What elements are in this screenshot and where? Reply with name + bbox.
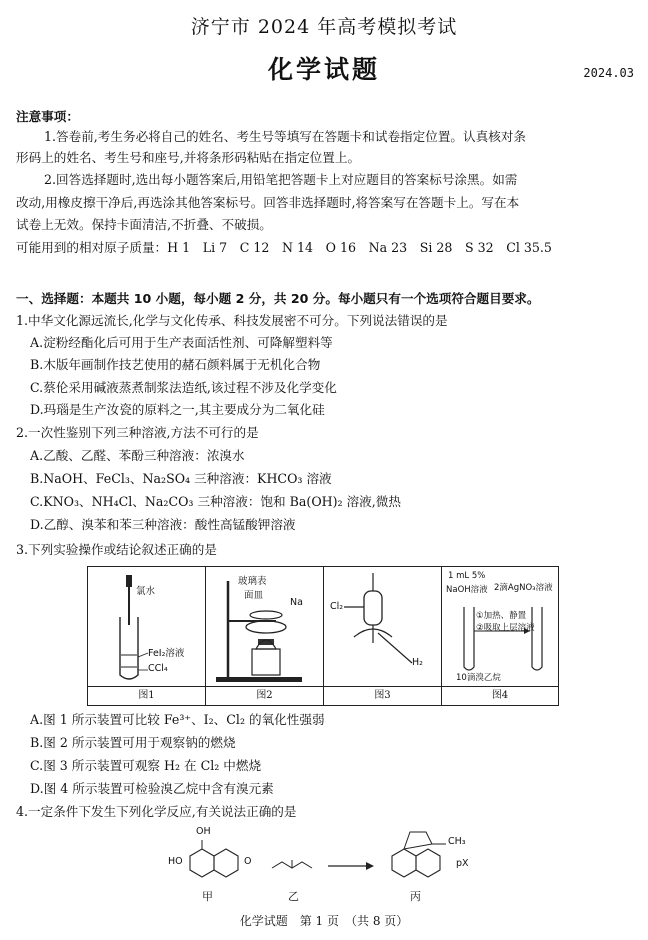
compound-label-jia: 甲 [202, 890, 213, 903]
figure-4-caption: 图4 [442, 686, 558, 705]
notice-line: 改动,用橡皮擦干净后,再选涂其他答案标号。回答非选择题时,将答案写在答题卡上。写在本 [16, 195, 520, 210]
figure-3 [324, 567, 442, 705]
question-3-option-d: D.图 4 所示装置可检验溴乙烷中含有溴元素 [30, 781, 274, 796]
subject-title: 化学试题 [267, 55, 380, 84]
figure-4-label: ①加热、静置 [476, 611, 527, 621]
figure-2-label: 面皿 [244, 590, 264, 601]
figure-1-caption: 图1 [88, 686, 205, 705]
figure-2-caption: 图2 [206, 686, 323, 705]
notice-line: 1.答卷前,考生务必将自己的姓名、考生号等填写在答题卡和试卷指定位置。认真核对条 [44, 129, 526, 144]
reaction-fragment: O [244, 856, 252, 867]
question-2-stem: 2.一次性鉴别下列三种溶液,方法不可行的是 [16, 425, 259, 440]
question-1-stem: 1.中华文化源远流长,化学与文化传承、科技发展密不可分。下列说法错误的是 [16, 313, 448, 328]
question-1-option-c: C.蔡伦采用碱液蒸煮制浆法造纸,该过程不涉及化学变化 [30, 380, 337, 395]
question-3-option-a: A.图 1 所示装置可比较 Fe³⁺、I₂、Cl₂ 的氧化性强弱 [30, 712, 325, 727]
figure-4-label: ②吸取上层溶液 [476, 623, 535, 633]
figure-4-label: NaOH溶液 [446, 585, 488, 595]
figure-4-label: 2滴AgNO₃溶液 [494, 583, 553, 593]
compound-label-yi: 乙 [288, 890, 299, 903]
question-2-option-a: A.乙酸、乙醛、苯酚三种溶液：浓溴水 [30, 448, 245, 463]
reaction-fragment: HO [168, 856, 183, 867]
notice-line: 2.回答选择题时,选出每小题答案后,用铅笔把答题卡上对应题目的答案标号涂黑。如需 [44, 172, 518, 187]
figure-3-drawing [324, 567, 441, 686]
atomic-masses: 可能用到的相对原子质量：H 1 Li 7 C 12 N 14 O 16 Na 23 Si 28 S 32 Cl 35.5 [16, 240, 552, 255]
figure-3-label: H₂ [412, 657, 423, 668]
reaction-fragment: pX [456, 858, 469, 869]
question-3-stem: 3.下列实验操作或结论叙述正确的是 [16, 542, 217, 557]
figure-3-label: Cl₂ [330, 601, 344, 612]
notice-line: 形码上的姓名、考生号和座号,并将条形码粘贴在指定位置上。 [16, 150, 361, 165]
question-3-option-c: C.图 3 所示装置可观察 H₂ 在 Cl₂ 中燃烧 [30, 758, 262, 773]
figure-3-caption: 图3 [324, 686, 441, 705]
section-heading: 一、选择题：本题共 10 小题，每小题 2 分，共 20 分。每小题只有一个选项符合题目要求。 [16, 291, 540, 306]
figure-2-label: Na [290, 597, 303, 608]
question-1-option-a: A.淀粉经酯化后可用于生产表面活性剂、可降解塑料等 [30, 335, 333, 350]
question-3-option-b: B.图 2 所示装置可用于观察钠的燃烧 [30, 735, 236, 750]
figure-4 [442, 567, 558, 705]
figure-1-label: FeI₂溶液 [148, 648, 185, 659]
experiment-figures [87, 566, 559, 706]
question-1-option-b: B.木版年画制作技艺使用的赭石颜料属于无机化合物 [30, 357, 321, 372]
question-2-option-d: D.乙醇、溴苯和苯三种溶液：酸性高锰酸钾溶液 [30, 517, 296, 532]
reaction-fragment: OH [196, 826, 211, 837]
figure-1 [88, 567, 206, 705]
question-4-stem: 4.一定条件下发生下列化学反应,有关说法正确的是 [16, 804, 297, 819]
question-2-option-b: B.NaOH、FeCl₃、Na₂SO₄ 三种溶液：KHCO₃ 溶液 [30, 471, 332, 486]
figure-1-label: 氯水 [136, 586, 156, 597]
page-footer: 化学试题 第 1 页 （共 8 页） [239, 914, 409, 928]
question-1-option-d: D.玛瑙是生产汝瓷的原料之一,其主要成分为二氧化硅 [30, 402, 325, 417]
figure-2-label: 玻璃表 [238, 576, 267, 587]
figure-4-label: 10滴溴乙烷 [456, 673, 501, 683]
question-2-option-c: C.KNO₃、NH₄Cl、Na₂CO₃ 三种溶液：饱和 Ba(OH)₂ 溶液,微热 [30, 494, 401, 509]
figure-4-label: 1 mL 5% [448, 571, 486, 581]
figure-2 [206, 567, 324, 705]
exam-title: 济宁市 2024 年高考模拟考试 [190, 16, 458, 38]
notice-heading: 注意事项： [16, 109, 79, 124]
exam-date: 2024.03 [583, 66, 634, 80]
reaction-fragment: CH₃ [448, 836, 466, 847]
figure-1-label: CCl₄ [148, 663, 168, 674]
compound-label-bing: 丙 [410, 890, 421, 903]
notice-line: 试卷上无效。保持卡面清洁,不折叠、不破损。 [16, 217, 272, 232]
reaction-scheme [160, 826, 490, 906]
